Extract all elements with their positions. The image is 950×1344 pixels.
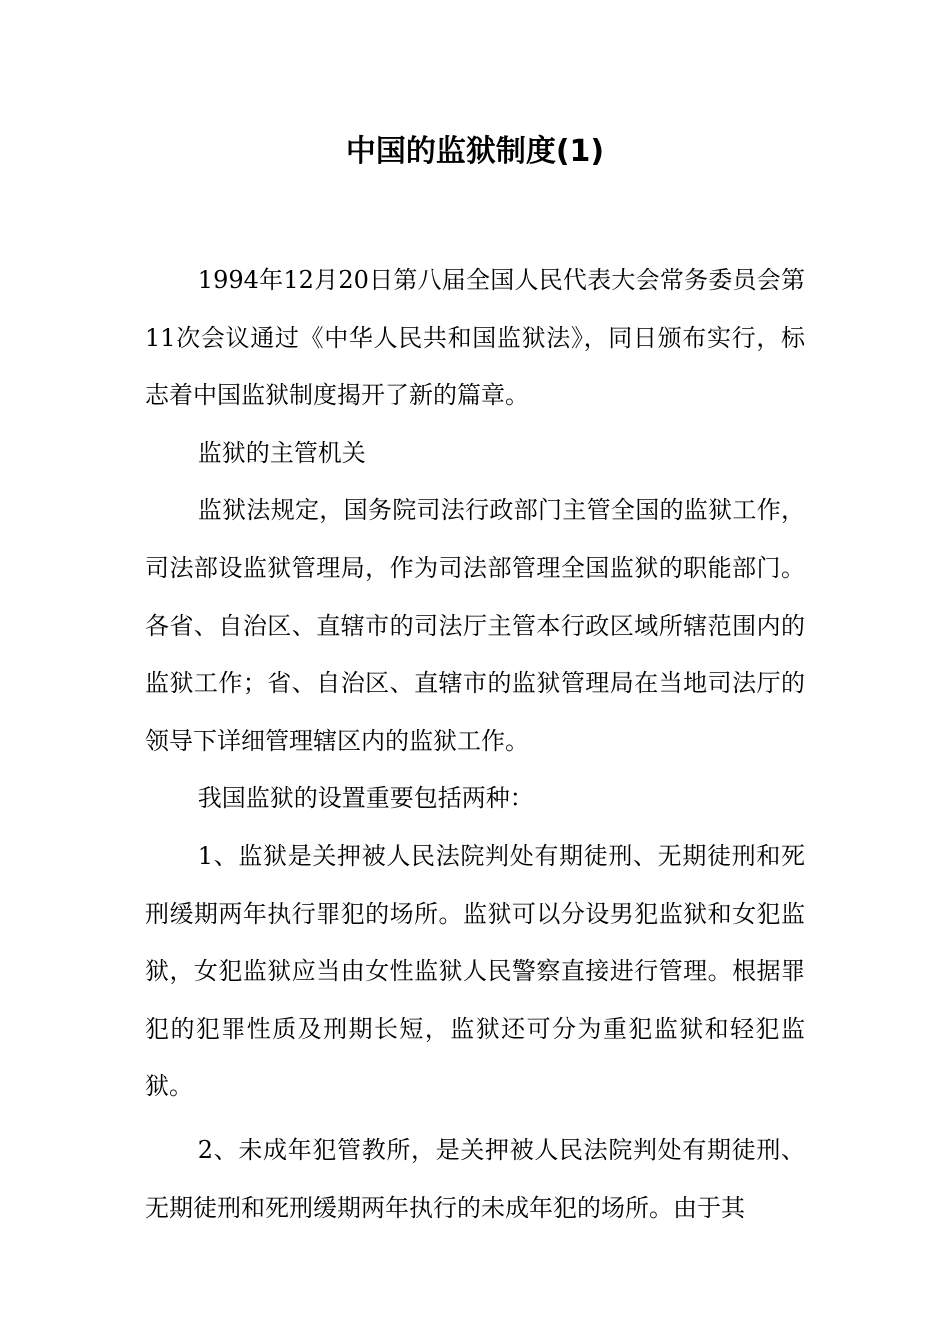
paragraph-authority: 监狱法规定，国务院司法行政部门主管全国的监狱工作，司法部设监狱管理局，作为司法部管理全国监狱的职能部门。各省、自治区、直辖市的司法厅主管本行政区域所辖范围内的监狱工作；省、自治区、直辖市的监狱管理局在当地司法厅的领导下详细管理辖区内的监狱工作。 xyxy=(145,496,805,755)
document-body xyxy=(145,252,805,1237)
paragraph-types-intro: 我国监狱的设置重要包括两种： xyxy=(197,784,534,813)
paragraph-heading-authority: 监狱的主管机关 xyxy=(197,438,366,467)
paragraph-juvenile: 2、未成年犯管教所，是关押被人民法院判处有期徒刑、无期徒刑和死刑缓期两年执行的未成年犯的场所。由于其 xyxy=(145,1135,805,1222)
paragraph-prison: 1、监狱是关押被人民法院判处有期徒刑、无期徒刑和死刑缓期两年执行罪犯的场所。监狱可以分设男犯监狱和女犯监狱，女犯监狱应当由女性监狱人民警察直接进行管理。根据罪犯的犯罪性质及刑期长短，监狱还可分为重犯监狱和轻犯监狱。 xyxy=(145,841,805,1101)
paragraph-intro: 1994年12月20日第八届全国人民代表大会常务委员会第11次会议通过《中华人民共和国监狱法》，同日颁布实行，标志着中国监狱制度揭开了新的篇章。 xyxy=(145,266,805,410)
document-title: 中国的监狱制度(1) xyxy=(345,134,605,169)
